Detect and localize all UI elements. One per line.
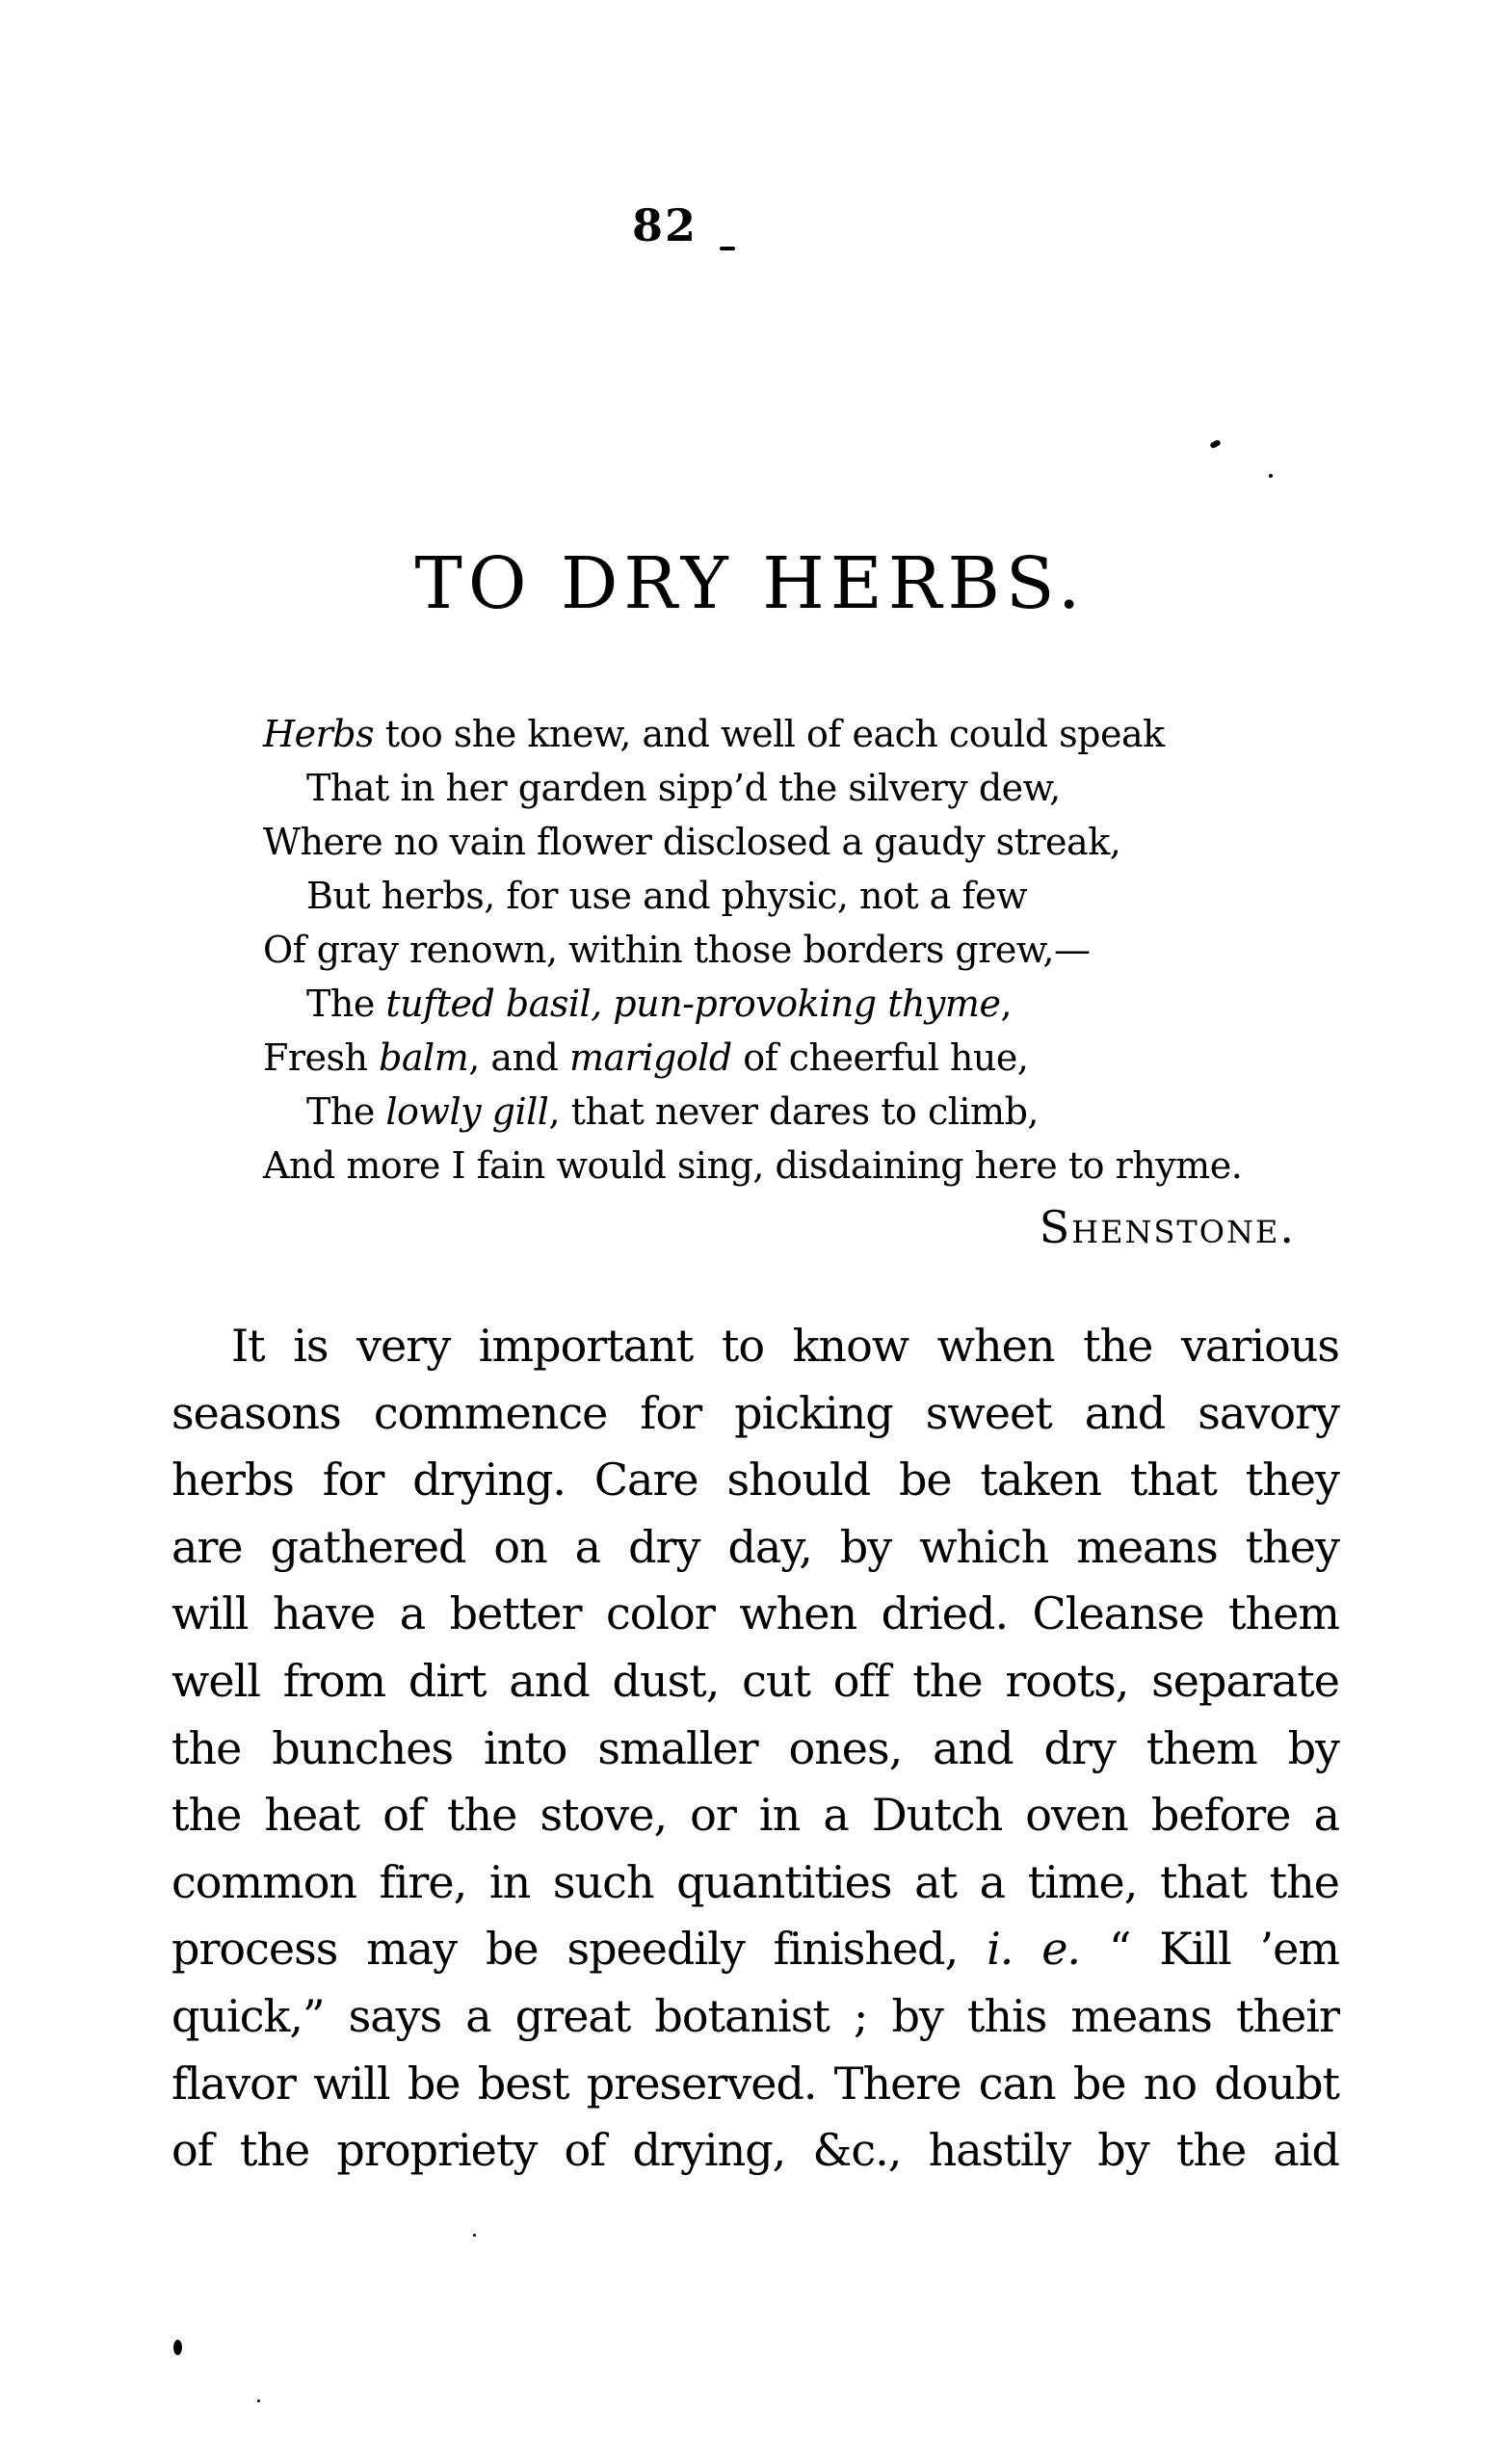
body-line: It is very important to know when the various — [231, 1320, 1339, 1372]
poem-line: And more I fain would sing, disdaining here to rhyme. — [263, 1144, 1243, 1187]
poem-line: Where no vain flower disclosed a gaudy streak, — [263, 821, 1121, 863]
page-number: 82 — [631, 199, 698, 251]
body-line: are gathered on a dry day, by which means they — [171, 1520, 1339, 1573]
body-line: of the propriety of drying, &c., hastily by the aid — [171, 2124, 1339, 2177]
body-line: quick,” says a great botanist ; by this means their — [171, 1989, 1339, 2042]
poem-line: Of gray renown, within those borders grew,— — [263, 929, 1091, 971]
body-paragraph — [171, 1313, 1339, 2185]
chapter-title: TO DRY HERBS. — [414, 542, 1087, 625]
poem-epigraph — [263, 707, 1242, 1193]
body-line: the heat of the stove, or in a Dutch oven before a — [171, 1789, 1339, 1842]
poem-line: But herbs, for use and physic, not a few — [306, 875, 1027, 917]
body-line: the bunches into smaller ones, and dry them by — [171, 1721, 1339, 1774]
poem-attribution: Shenstone. — [1039, 1201, 1296, 1253]
scan-speck — [173, 2340, 182, 2355]
body-line: process may be speedily finished, i. e. “ Kill ’em — [171, 1923, 1339, 1976]
poem-line: That in her garden sipp’d the silvery dew, — [306, 767, 1061, 809]
poem-line: The tufted basil, pun-provoking thyme, — [306, 983, 1013, 1025]
body-line: common fire, in such quantities at a time, that the — [171, 1855, 1339, 1908]
poem-line: Fresh balm, and marigold of cheerful hue, — [263, 1036, 1029, 1079]
body-line: will have a better color when dried. Cleanse them — [171, 1587, 1339, 1640]
scan-speck — [1209, 439, 1222, 449]
body-line: herbs for drying. Care should be taken that they — [171, 1454, 1339, 1507]
scan-speck — [720, 247, 735, 250]
body-line: flavor will be best preserved. There can be no doubt — [171, 2057, 1339, 2110]
scan-speck — [257, 2399, 260, 2402]
poem-line: Herbs too she knew, and well of each could speak — [263, 713, 1165, 755]
poem-line: The lowly gill, that never dares to climb, — [306, 1090, 1039, 1133]
body-line: seasons commence for picking sweet and savory — [171, 1386, 1339, 1439]
scan-speck — [473, 2234, 476, 2237]
body-line: well from dirt and dust, cut off the roots, separate — [171, 1654, 1339, 1707]
scan-speck — [1269, 474, 1273, 478]
